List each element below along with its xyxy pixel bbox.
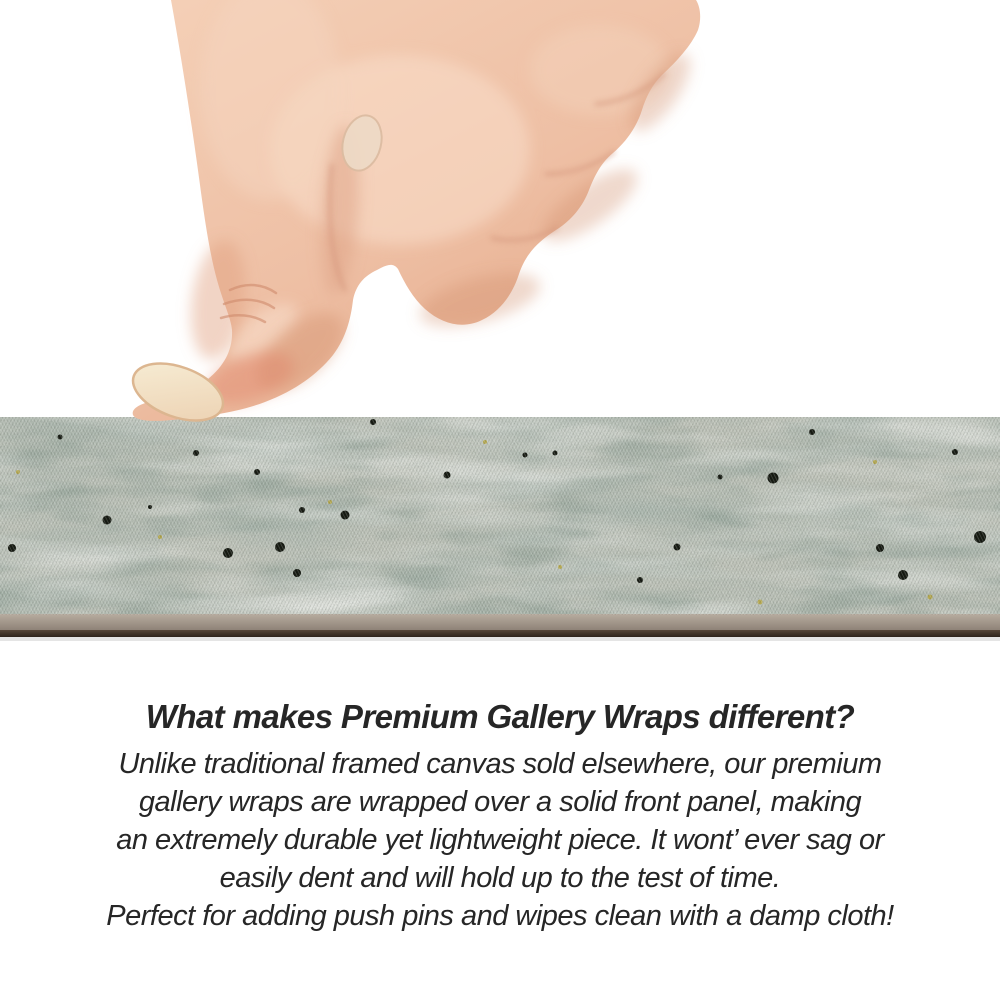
edge-shadow [0, 637, 1000, 641]
caption-line-3: an extremely durable yet lightweight piece. It wont’ ever sag or [116, 824, 884, 856]
caption-line-1: Unlike traditional framed canvas sold elsewhere, our premium [118, 748, 882, 780]
caption-line-4: easily dent and will hold up to the test of time. [219, 862, 781, 894]
canvas-edge-photo [0, 417, 1000, 642]
caption-line-5: Perfect for adding push pins and wipes clean with a damp cloth! [106, 900, 894, 932]
canvas-edge-line [0, 630, 1000, 637]
caption-line-2: gallery wraps are wrapped over a solid front panel, making [138, 786, 862, 818]
caption-heading: What makes Premium Gallery Wraps different? [145, 698, 855, 735]
canvas-fold-band [0, 614, 1000, 631]
canvas-texture-graphic [0, 417, 1000, 642]
thumbnail [125, 352, 230, 431]
caption-block [0, 698, 1000, 935]
hand-pressing-thumb-photo [0, 0, 1000, 440]
